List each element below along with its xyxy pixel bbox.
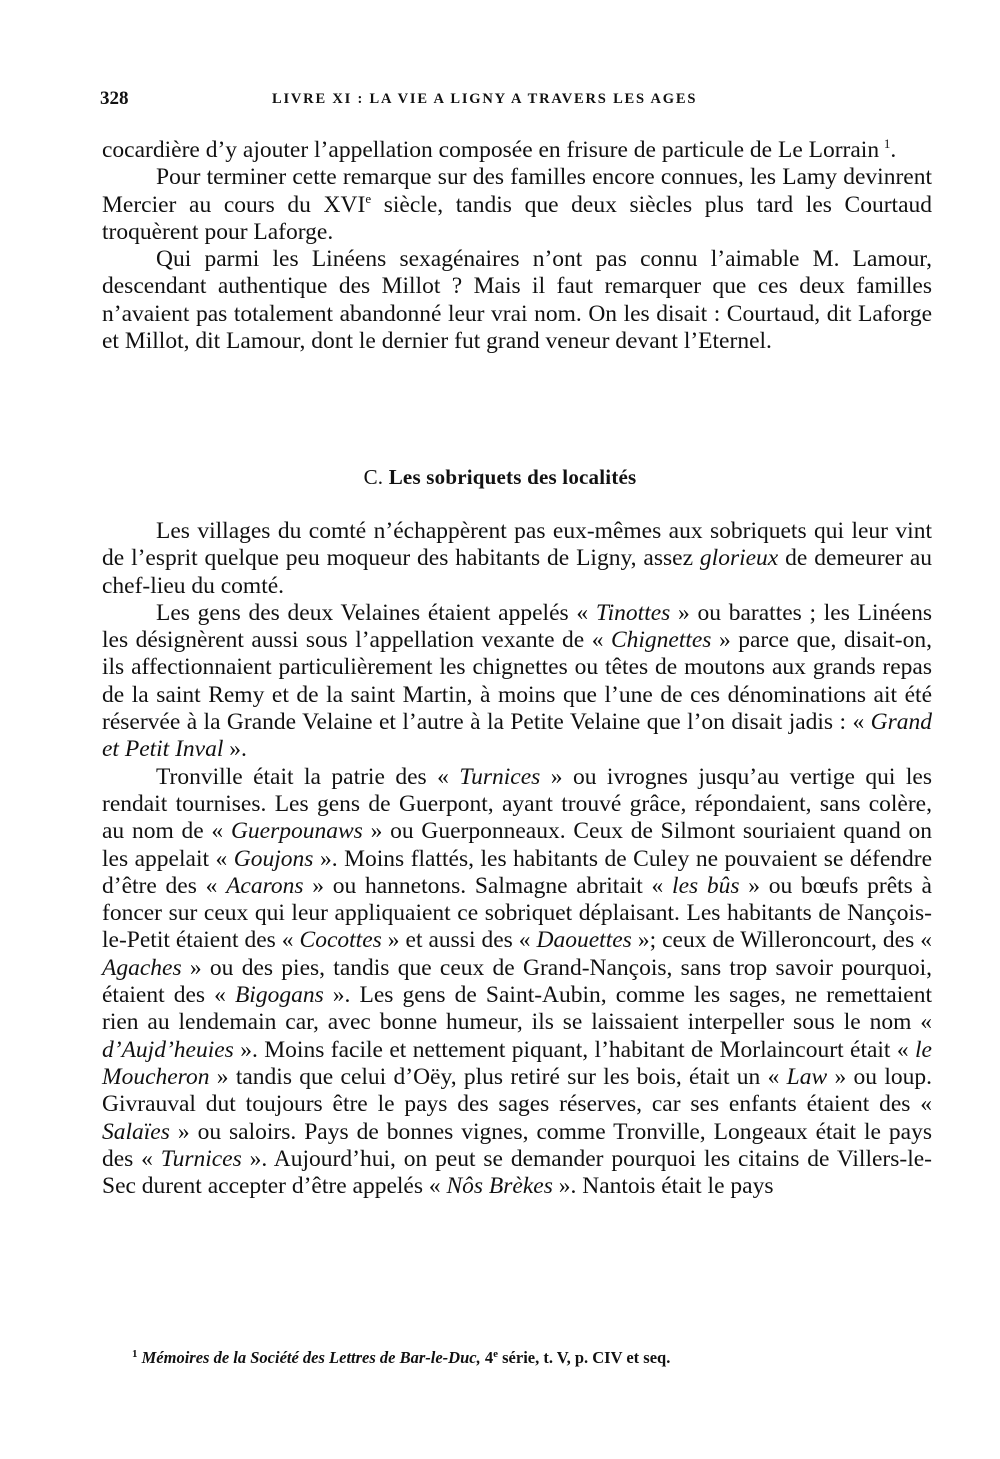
p6-nickname: d’Aujd’heuies	[102, 1036, 234, 1063]
p4-text-b: de demeurer au chef-lieu du comté.	[102, 545, 933, 599]
running-header	[100, 88, 935, 114]
p6-nickname: Bigogans	[234, 982, 324, 1009]
text-block-bottom	[102, 518, 932, 1200]
paragraph-1-end: .	[890, 137, 897, 163]
p5-nickname: Chignettes	[610, 627, 712, 654]
p6-nickname: Goujons	[233, 845, 314, 872]
p6-text: » et aussi des «	[381, 927, 537, 954]
p5-text: » ou barattes ; les Linéens les désignèrent aussi sous l’appellation vexante de «	[102, 599, 932, 654]
p6-text: ». Moins facile et nettement piquant, l’habitant de Morlaincourt était «	[233, 1036, 916, 1063]
paragraph-2-text-a: Pour terminer cette remarque sur des familles encore connues, les Lamy devinrent Mercier au cours du XVI	[102, 164, 932, 218]
p6-text: » ou Guerponneaux. Ceux de Silmont souriaient quand on les appelait «	[102, 818, 932, 872]
page-number: 328	[100, 88, 129, 109]
paragraph-2	[102, 164, 932, 246]
p6-text: » ou hannetons. Salmagne abritait «	[303, 872, 673, 899]
section-heading	[0, 465, 1000, 490]
p6-text: » ou saloirs. Pays de bonnes vignes, comme Tronville, Longeaux était le pays des «	[102, 1118, 932, 1172]
p6-nickname: Salaïes	[102, 1118, 170, 1145]
p5-nickname: Grand et Petit Inval	[102, 709, 932, 763]
p6-text: » ou ivrognes jusqu’au vertige qui les rendait tournises. Les gens de Guerpont, ayant trouvé grâce, répondaient, sans colère, au nom de «	[102, 763, 932, 845]
p6-nickname: Agaches	[102, 954, 182, 981]
p6-text: »; ceux de Willeroncourt, des «	[631, 927, 932, 954]
paragraph-5	[102, 600, 932, 764]
p6-nickname: le Moucheron	[102, 1036, 932, 1090]
p6-text: » ou loup. Givrauval dut toujours être le pays des sages réserves, car ses enfants étaient des «	[102, 1063, 932, 1118]
p4-italic: glorieux	[699, 545, 779, 572]
p4-text-a: Les villages du comté n’échappèrent pas eux-mêmes aux sobriquets qui leur vint de l’esprit quelque peu moqueur des habitants de Ligny, assez	[102, 518, 932, 572]
p6-text: ». Les gens de Saint-Aubin, comme les sages, ne remettaient rien au lendemain car, avec bonne humeur, ils se laissaient interpeller sous le nom «	[102, 982, 932, 1036]
p6-nickname: Acarons	[226, 872, 304, 899]
p5-nickname: Tinottes	[595, 599, 671, 626]
p6-nickname: Turnices	[459, 763, 541, 790]
p6-text: ». Nantois était le pays	[552, 1173, 774, 1200]
paragraph-2-text-b: siècle, tandis que deux siècles plus tard les Courtaud troquèrent pour Laforge.	[102, 191, 933, 245]
footnote-series-number: 4	[484, 1348, 494, 1367]
p6-nickname: Law	[786, 1063, 828, 1090]
century-superscript: e	[365, 190, 372, 206]
text-block-top	[102, 137, 932, 355]
p6-nickname: les bûs	[672, 872, 740, 899]
p6-text: Tronville était la patrie des «	[156, 763, 460, 790]
footnote-mark: 1	[132, 1348, 138, 1360]
footnote	[132, 1348, 952, 1368]
footnote-reference-rest: série, t. V, p. CIV et seq.	[498, 1348, 671, 1367]
p6-text: » ou des pies, tandis que ceux de Grand-Nançois, sans trop savoir pourquoi, étaient des «	[102, 954, 932, 1009]
p6-nickname: Nôs Brèkes	[446, 1173, 553, 1200]
p6-text: » tandis que celui d’Oëy, plus retiré sur les bois, était un «	[209, 1063, 787, 1090]
footnote-series-sup: e	[493, 1348, 498, 1360]
p6-nickname: Daouettes	[536, 927, 632, 954]
paragraph-3: Qui parmi les Linéens sexagénaires n’ont pas connu l’aimable M. Lamour, descendant authentique des Millot ? Mais il faut remarquer que ces deux familles n’avaient pas totalement abandonné leur vrai nom. On les disait : Courtaud, dit Laforge et Millot, dit Lamour, dont le dernier fut grand veneur devant l’Eternel.	[102, 246, 932, 355]
footnote-reference: 1	[883, 136, 891, 151]
footnote-source-title: Mémoires de la Société des Lettres de Bar-le-Duc,	[141, 1348, 481, 1367]
running-title: LIVRE XI : LA VIE A LIGNY A TRAVERS LES AGES	[272, 91, 698, 107]
paragraph-4	[102, 518, 932, 600]
section-title: Les sobriquets des localités	[388, 465, 637, 489]
p6-text: » ou bœufs prêts à foncer sur ceux qui leur appliquaient ce sobriquet déplaisant. Les habitants de Nançois-le-Petit étaient des «	[102, 872, 932, 954]
paragraph-1-text: cocardière d’y ajouter l’appellation composée en frisure de particule de Le Lorrain	[102, 137, 880, 163]
p6-nickname: Cocottes	[299, 927, 382, 954]
p5-text: » parce que, disait-on, ils affectionnaient particulièrement les chignettes ou têtes de moutons aux grands repas de la saint Remy et de la saint Martin, à moins que l’une de ces dénominations ait été réservée à la Grande Velaine et l’autre à la Petite Velaine que l’on disait jadis : «	[102, 627, 932, 736]
paragraph-1	[102, 137, 932, 164]
p5-text: ».	[223, 736, 247, 763]
section-letter: C.	[363, 465, 384, 489]
p6-nickname: Guerpounaws	[230, 818, 363, 845]
p6-text: ». Moins flattés, les habitants de Culey ne pouvaient se défendre d’être des «	[102, 845, 933, 899]
paragraph-6	[102, 764, 932, 1201]
p6-nickname: Turnices	[160, 1145, 242, 1172]
p6-text: ». Aujourd’hui, on peut se demander pourquoi les citains de Villers-le-Sec durent accepter d’être appelés «	[102, 1145, 932, 1200]
p5-text: Les gens des deux Velaines étaient appelés «	[156, 599, 596, 626]
